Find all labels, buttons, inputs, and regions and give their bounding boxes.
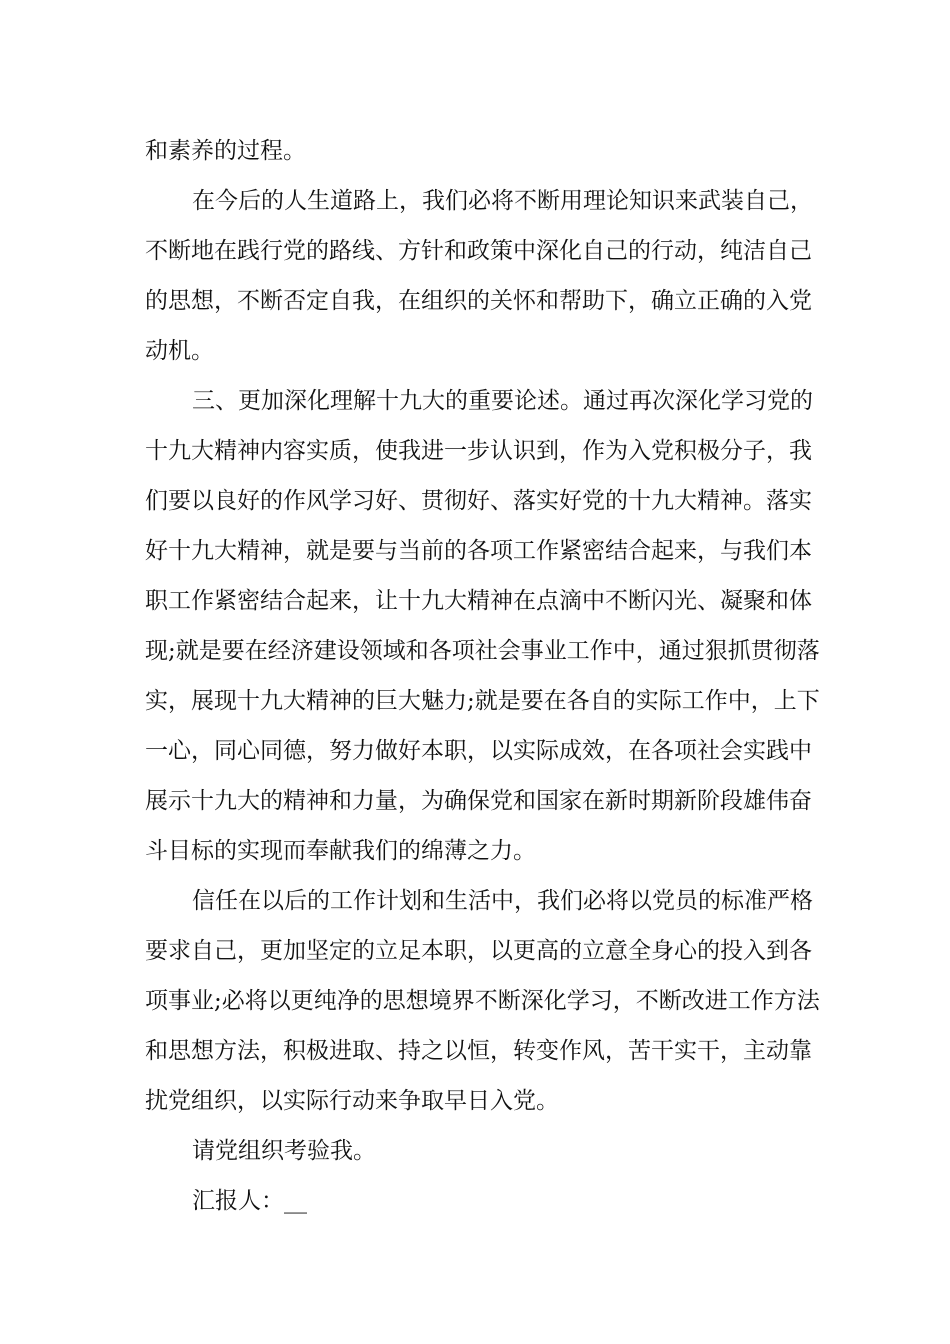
text-line-6: 三、更加深化理解十九大的重要论述。通过再次深化学习党的 <box>192 388 813 414</box>
text-line-3: 不断地在践行党的路线、方针和政策中深化自己的行动，纯洁自己 <box>145 238 812 264</box>
text-line-15: 斗目标的实现而奉献我们的绵薄之力。 <box>145 838 536 864</box>
text-line-13: 一心，同心同德，努力做好本职，以实际成效，在各项社会实践中 <box>145 738 812 764</box>
text-line-11: 现;就是要在经济建设领域和各项社会事业工作中，通过狠抓贯彻落 <box>145 638 820 664</box>
text-line-17: 要求自己，更加坚定的立足本职，以更高的立意全身心的投入到各 <box>145 938 812 964</box>
text-line-9: 好十九大精神，就是要与当前的各项工作紧密结合起来，与我们本 <box>145 538 812 564</box>
text-line-18: 项事业;必将以更纯净的思想境界不断深化学习，不断改进工作方法 <box>145 988 820 1014</box>
text-line-19: 和思想方法，积极进取、持之以恒，转变作风，苦干实干，主动靠 <box>145 1038 812 1064</box>
text-line-1: 和素养的过程。 <box>145 138 306 164</box>
text-line-20: 扰党组织，以实际行动来争取早日入党。 <box>145 1088 559 1114</box>
text-line-4: 的思想，不断否定自我，在组织的关怀和帮助下，确立正确的入党 <box>145 288 812 314</box>
text-line-14: 展示十九大的精神和力量，为确保党和国家在新时期新阶段雄伟奋 <box>145 788 812 814</box>
text-line-2: 在今后的人生道路上，我们必将不断用理论知识来武装自己， <box>192 188 813 214</box>
text-line-16: 信任在以后的工作计划和生活中，我们必将以党员的标准严格 <box>192 888 813 914</box>
reporter-signature-line: 汇报人：__ <box>192 1188 307 1214</box>
text-line-12: 实，展现十九大精神的巨大魅力;就是要在各自的实际工作中，上下 <box>145 688 820 714</box>
text-line-8: 们要以良好的作风学习好、贯彻好、落实好党的十九大精神。落实 <box>145 488 812 514</box>
text-line-10: 职工作紧密结合起来，让十九大精神在点滴中不断闪光、凝聚和体 <box>145 588 812 614</box>
text-line-5: 动机。 <box>145 338 214 364</box>
closing-request: 请党组织考验我。 <box>192 1138 376 1164</box>
text-line-7: 十九大精神内容实质，使我进一步认识到，作为入党积极分子，我 <box>145 438 812 464</box>
